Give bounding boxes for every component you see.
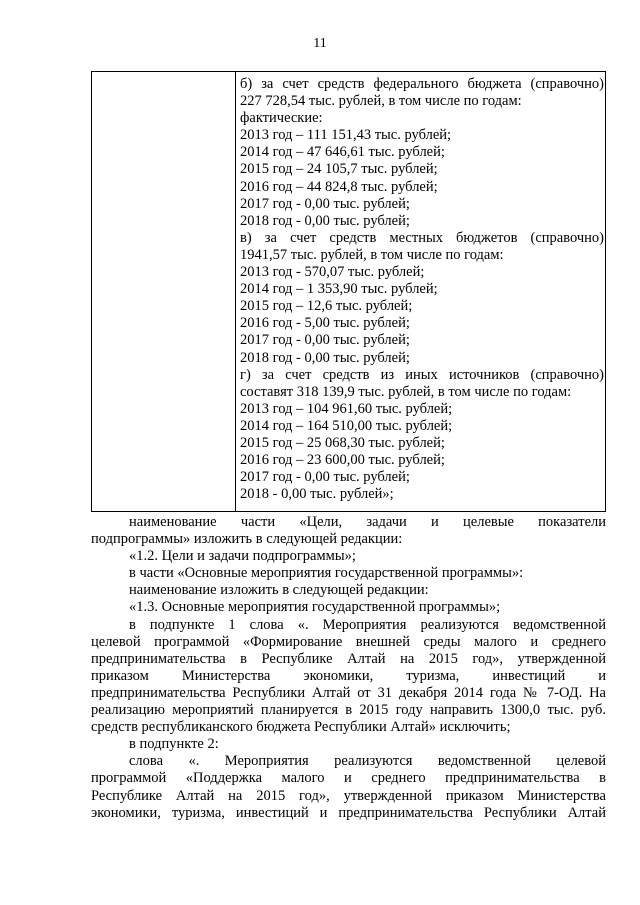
table-left-cell xyxy=(92,72,236,511)
table-right-cell xyxy=(240,76,604,503)
body-line: в части «Основные мероприятия государственной программы»: xyxy=(129,565,524,582)
body-line: «1.2. Цели и задачи подпрограммы»; xyxy=(129,548,356,565)
other-sources-total: составят 318 139,9 тыс. рублей, в том числе по годам: xyxy=(240,383,572,400)
year-line: 2018 год - 0,00 тыс. рублей; xyxy=(240,212,410,229)
body-line: средств республиканского бюджета Республики Алтай» исключить; xyxy=(91,719,511,736)
year-line: 2016 год - 5,00 тыс. рублей; xyxy=(240,315,410,332)
year-line: 2016 год – 23 600,00 тыс. рублей; xyxy=(240,452,445,469)
body-line: наименование изложить в следующей редакции: xyxy=(129,582,429,599)
amendment-text xyxy=(91,514,606,822)
federal-budget-heading: б) за счет средств федерального бюджета (справочно) xyxy=(240,76,604,92)
federal-budget-total: 227 728,54 тыс. рублей, в том числе по годам: xyxy=(240,93,522,110)
financing-table xyxy=(91,71,606,512)
year-line: 2014 год – 1 353,90 тыс. рублей; xyxy=(240,281,438,298)
year-line: 2016 год – 44 824,8 тыс. рублей; xyxy=(240,178,438,195)
year-line: 2018 год - 0,00 тыс. рублей; xyxy=(240,349,410,366)
body-line: целевой программой «Формирование внешней среды малого и среднего xyxy=(91,633,606,650)
year-line: 2015 год – 24 105,7 тыс. рублей; xyxy=(240,161,438,178)
body-line: в подпункте 1 слова «. Мероприятия реализуются ведомственной xyxy=(129,616,606,633)
year-line: 2014 год – 164 510,00 тыс. рублей; xyxy=(240,417,453,434)
body-line: слова «. Мероприятия реализуются ведомственной целевой xyxy=(129,753,606,770)
year-line: 2013 год – 111 151,43 тыс. рублей; xyxy=(240,127,452,144)
body-line: программой «Поддержка малого и среднего предпринимательства в xyxy=(91,770,606,787)
body-line: предпринимательства Республики Алтай от 31 декабря 2014 года № 7-ОД. На xyxy=(91,684,606,701)
year-line: 2017 год - 0,00 тыс. рублей; xyxy=(240,195,410,212)
year-line: 2017 год - 0,00 тыс. рублей; xyxy=(240,332,410,349)
actual-label: фактические: xyxy=(240,110,323,127)
body-line: «1.3. Основные мероприятия государственной программы»; xyxy=(129,599,501,616)
body-line: реализацию мероприятий планируется в 2015 году направить 1300,0 тыс. руб. xyxy=(91,702,606,719)
body-line: предпринимательства в Республике Алтай на 2015 год», утвержденной xyxy=(91,650,606,667)
body-line: экономики, туризма, инвестиций и предпринимательства Республики Алтай xyxy=(91,804,606,821)
year-line: 2013 год - 570,07 тыс. рублей; xyxy=(240,264,425,281)
local-budget-heading: в) за счет средств местных бюджетов (справочно) xyxy=(240,229,604,246)
body-line: наименование части «Цели, задачи и целевые показатели xyxy=(129,514,606,530)
body-line: подпрограммы» изложить в следующей редакции: xyxy=(91,531,403,548)
year-line: 2013 год – 104 961,60 тыс. рублей; xyxy=(240,400,453,417)
year-line: 2018 - 0,00 тыс. рублей»; xyxy=(240,486,394,503)
body-line: приказом Министерства экономики, туризма, инвестиций и xyxy=(91,667,606,684)
year-line: 2015 год – 12,6 тыс. рублей; xyxy=(240,298,413,315)
year-line: 2015 год – 25 068,30 тыс. рублей; xyxy=(240,434,445,451)
local-budget-total: 1941,57 тыс. рублей, в том числе по годам: xyxy=(240,246,504,263)
other-sources-heading: г) за счет средств из иных источников (справочно) xyxy=(240,366,604,383)
year-line: 2017 год - 0,00 тыс. рублей; xyxy=(240,469,410,486)
body-line: в подпункте 2: xyxy=(129,736,219,753)
page-number: 11 xyxy=(313,36,327,51)
body-line: Республике Алтай на 2015 год», утвержденной приказом Министерства xyxy=(91,787,606,804)
year-line: 2014 год – 47 646,61 тыс. рублей; xyxy=(240,144,445,161)
